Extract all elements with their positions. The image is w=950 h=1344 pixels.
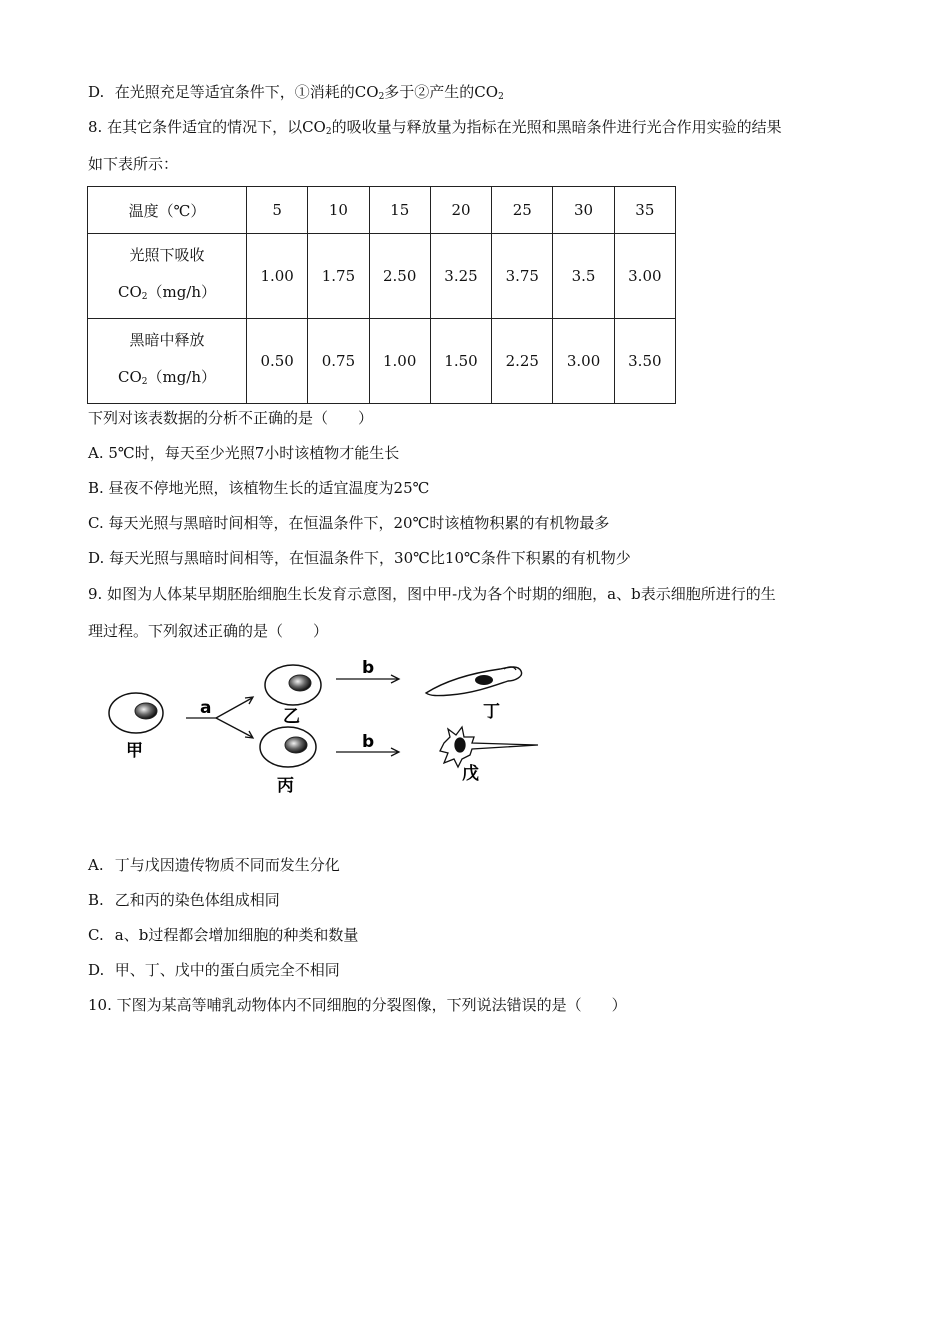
temp-cell: 30 [553,187,614,234]
table-cell: 3.5 [553,234,614,319]
label-ding: 丁 [483,702,500,722]
row-dark-label-line1: 黑暗中释放 [129,330,205,349]
row-dark-unit: （mg/h） [147,367,217,386]
table-cell: 1.75 [308,234,369,319]
row-dark-label [88,319,247,404]
row-light-unit: （mg/h） [147,282,217,301]
header-label-cell: 温度（℃） [88,187,247,234]
table-cell: 2.50 [369,234,430,319]
table-row-dark [88,319,676,404]
table-cell: 1.00 [247,234,308,319]
cell-development-diagram [100,655,560,805]
label-b-bottom: b [362,732,375,752]
row-light-label-line2 [88,274,246,316]
q8-option-d: D. 每天光照与黑暗时间相等，在恒温条件下，30℃比10℃条件下积累的有机物少 [88,549,631,567]
label-bing: 丙 [277,776,294,796]
row-light-label-line1: 光照下吸收 [129,245,205,264]
temp-cell: 15 [369,187,430,234]
q9-option-d-label: D. [88,961,105,979]
table-cell: 0.75 [308,319,369,404]
q9-option-d-text: 甲、丁、戊中的蛋白质完全不相同 [114,961,340,979]
table-cell: 0.50 [247,319,308,404]
temp-cell: 5 [247,187,308,234]
arrow-a [186,697,253,738]
table-cell: 3.50 [614,319,675,404]
label-wu: 戊 [462,764,479,784]
q7-option-d [88,82,504,107]
label-a: a [200,698,212,718]
q7-option-d-sub1: 2 [378,92,385,102]
cell-bing [260,727,316,767]
table-cell: 2.25 [492,319,553,404]
q10-stem: 10. 下图为某高等哺乳动物体内不同细胞的分裂图像，下列说法错误的是（ ） [88,996,627,1014]
q8-stem-sub: 2 [325,127,332,137]
q9-option-c-label: C. [88,926,104,944]
q9-stem-line2: 理过程。下列叙述正确的是（ ） [88,622,329,640]
row-light-label [88,234,247,319]
co2-data-table [87,186,676,404]
table-row-light [88,234,676,319]
q8-prompt: 下列对该表数据的分析不正确的是（ ） [88,409,374,427]
table-cell: 3.00 [553,319,614,404]
q8-option-a: A. 5℃时，每天至少光照7小时该植物才能生长 [88,444,400,462]
row-light-sub: 2 [141,291,148,302]
cell-yi [265,665,321,705]
q7-option-d-text-before: 在光照充足等适宜条件下，①消耗的CO [114,83,379,101]
q7-option-d-label: D. [88,83,105,101]
q9-option-a-label: A. [88,856,104,874]
label-yi: 乙 [283,707,300,727]
table-cell: 3.75 [492,234,553,319]
row-dark-sub: 2 [141,376,148,387]
q9-option-b [88,890,280,910]
q9-stem-line1: 9. 如图为人体某早期胚胎细胞生长发育示意图，图中甲-戊为各个时期的细胞，a、b表示细胞所进行的生 [88,585,776,603]
label-b-top: b [362,658,375,678]
q9-option-a-text: 丁与戊因遗传物质不同而发生分化 [114,856,340,874]
q8-stem-before: 8. 在其它条件适宜的情况下，以CO [88,118,326,136]
table-cell: 1.50 [430,319,491,404]
table-cell: 3.25 [430,234,491,319]
q7-option-d-sub2: 2 [498,92,504,102]
temp-cell: 35 [614,187,675,234]
q8-stem-after: 的吸收量与释放量为指标在光照和黑暗条件进行光合作用实验的结果 [331,118,782,136]
cell-jia [109,693,163,733]
cell-ding [426,667,522,696]
temp-cell: 10 [308,187,369,234]
row-dark-co: CO [117,367,142,386]
temp-cell: 20 [430,187,491,234]
q8-stem-line1 [88,117,782,142]
cell-wu [440,727,538,767]
q8-option-b: B. 昼夜不停地光照，该植物生长的适宜温度为25℃ [88,479,430,497]
q9-option-b-text: 乙和丙的染色体组成相同 [114,891,280,909]
q9-option-a [88,855,340,875]
table-cell: 3.00 [614,234,675,319]
q9-option-d [88,960,340,980]
row-light-co: CO [117,282,142,301]
q9-option-c [88,925,358,945]
temp-cell: 25 [492,187,553,234]
table-cell: 1.00 [369,319,430,404]
q9-option-c-text: a、b过程都会增加细胞的种类和数量 [114,926,359,944]
row-dark-label-line2 [88,359,246,401]
label-jia: 甲 [126,741,143,761]
q7-option-d-text-mid: 多于②产生的CO [384,83,499,101]
q8-option-c: C. 每天光照与黑暗时间相等，在恒温条件下，20℃时该植物积累的有机物最多 [88,514,610,532]
q8-stem-line2: 如下表所示： [88,155,179,173]
table-header-row [88,187,676,234]
q9-option-b-label: B. [88,891,104,909]
